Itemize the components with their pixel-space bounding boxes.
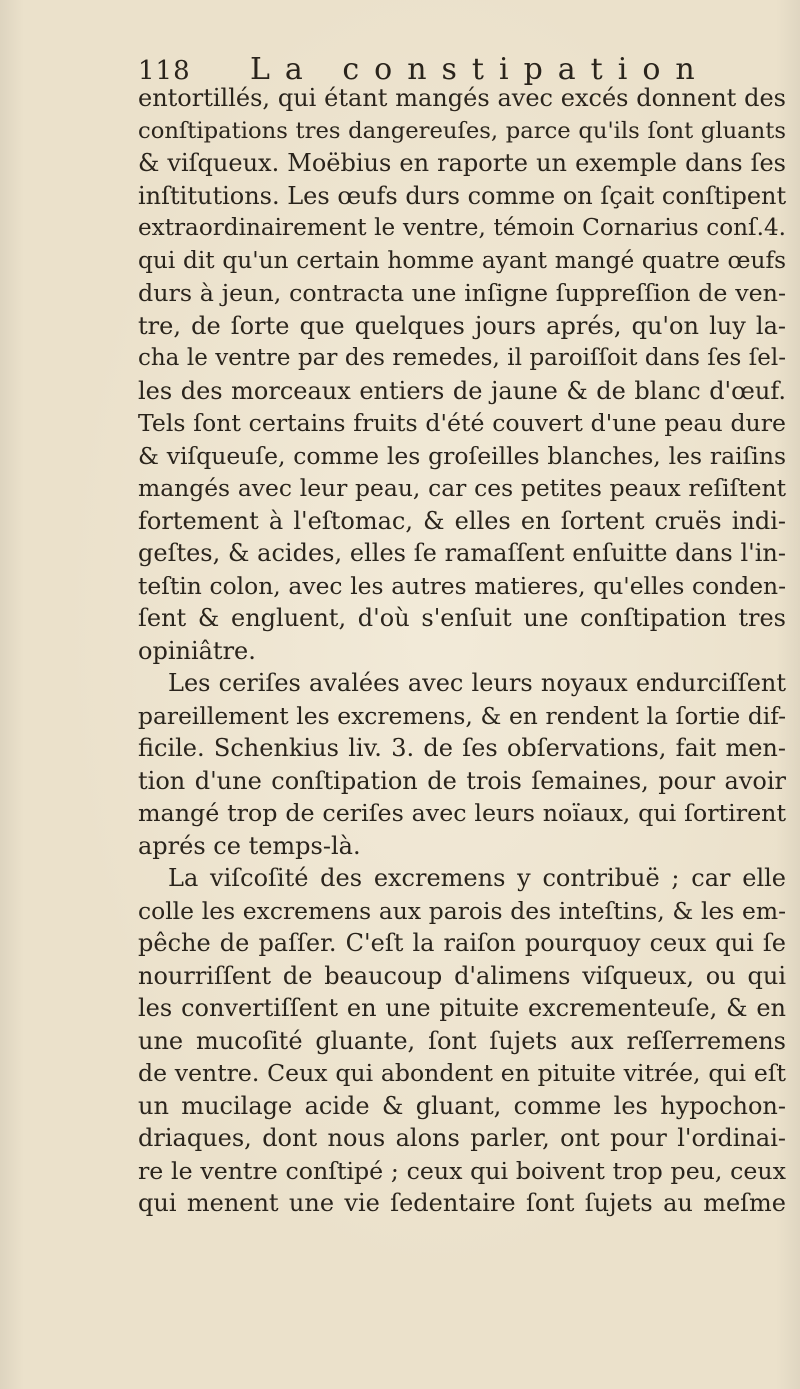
text-line: fortement à l'eſtomac, & elles en ſortent cruës indi- [138, 506, 786, 535]
body-text [138, 82, 786, 1220]
text-line: une mucoſité gluante, ſont ſujets aux reſſerremens [138, 1026, 786, 1055]
text-line: colle les excremens aux parois des inteſtins, & les em- [138, 896, 786, 925]
text-line: pareillement les excremens, & en rendent la ſortie dif- [138, 701, 786, 730]
text-line: tion d'une conſtipation de trois ſemaines, pour avoir [138, 766, 786, 795]
page-number: 118 [138, 56, 191, 86]
text-line: mangé trop de ceriſes avec leurs noïaux, qui ſortirent [138, 799, 786, 827]
text-line: inſtitutions. Les œufs durs comme on ſçait conſtipent [138, 181, 787, 210]
text-line: qui menent une vie ſedentaire ſont ſujets au meſme [138, 1189, 786, 1217]
text-line: conſtipations tres dangereuſes, parce qu'ils ſont gluants [138, 117, 786, 144]
text-line: pêche de paſſer. C'eſt la raiſon pourquoy ceux qui ſe [138, 929, 786, 957]
text-line: les convertiſſent en une pituite excrementeuſe, & en [138, 994, 786, 1022]
text-line: nourriſſent de beaucoup d'alimens viſqueux, ou qui [138, 961, 786, 990]
running-title: La constipation [250, 52, 710, 87]
text-line: Tels ſont certains fruits d'été couvert d'une peau dure [138, 409, 786, 437]
text-line: geſtes, & acides, elles ſe ramaſſent enſuitte dans l'in- [138, 539, 786, 567]
text-line: cha le ventre par des remedes, il paroiſſoit dans ſes ſel- [138, 345, 786, 371]
text-line: durs à jeun, contracta une inſigne ſuppreſſion de ven- [138, 279, 786, 307]
text-line: driaques, dont nous alons parler, ont pour l'ordinai- [138, 1124, 786, 1152]
text-line: extraordinairement le ventre, témoin Cornarius conſ.4. [138, 215, 786, 241]
text-line: de ventre. Ceux qui abondent en pituite vitrée, qui eſt [138, 1059, 786, 1087]
text-line: tre, de ſorte que quelques jours aprés, qu'on luy la- [138, 311, 786, 340]
text-line: re le ventre conſtipé ; ceux qui boivent trop peu, ceux [138, 1156, 786, 1185]
text-line: entortillés, qui étant mangés avec excés donnent des [138, 84, 786, 112]
text-line: & viſqueux. Moëbius en raporte un exemple dans ſes [138, 149, 786, 177]
text-line: & viſqueuſe, comme les groſeilles blanches, les raiſins [138, 441, 786, 470]
text-line: mangés avec leur peau, car ces petites peaux reſiſtent [138, 474, 786, 502]
paragraph-end-line: aprés ce temps-là. [138, 831, 361, 860]
paragraph-end-line: opiniâtre. [138, 636, 256, 665]
text-line: ſent & engluent, d'où s'enſuit une conſtipation tres [138, 604, 786, 632]
text-line: ficile. Schenkius liv. 3. de ſes obſervations, fait men- [138, 734, 786, 762]
paragraph-start-line: La viſcoſité des excremens y contribuë ; car elle [168, 864, 786, 892]
text-line: teſtin colon, avec les autres matieres, qu'elles conden- [138, 571, 786, 600]
text-line: les des morceaux entiers de jaune & de blanc d'œuf. [138, 376, 786, 405]
text-line: un mucilage acide & gluant, comme les hypochon- [138, 1091, 786, 1120]
paragraph-start-line: Les ceriſes avalées avec leurs noyaux endurciſſent [168, 669, 786, 697]
text-line: qui dit qu'un certain homme ayant mangé quatre œufs [138, 246, 786, 274]
